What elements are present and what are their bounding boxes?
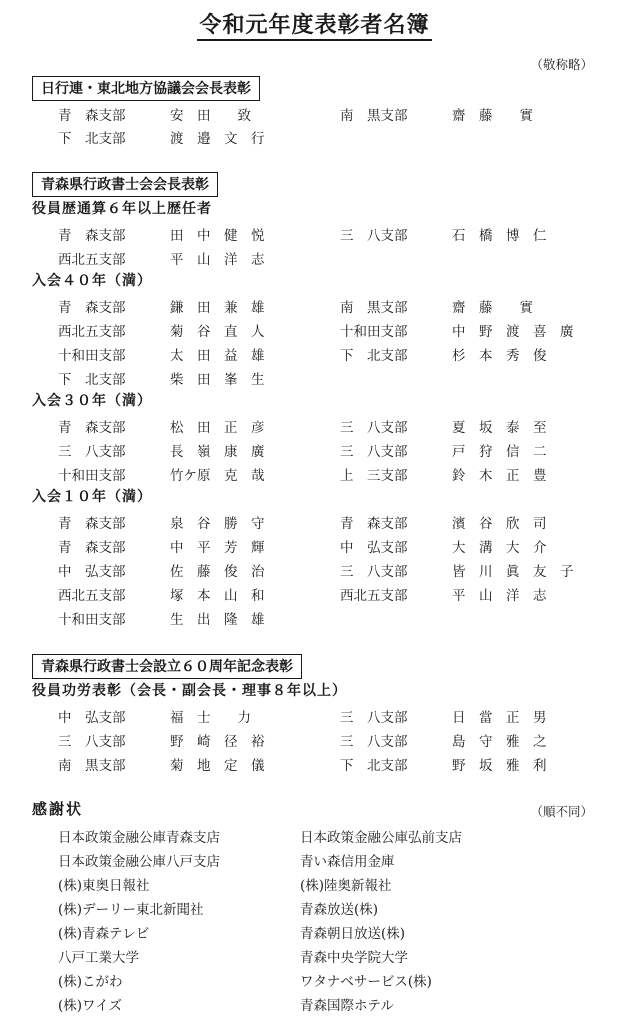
table-row	[0, 344, 629, 364]
person-name: 野 坂 雅 利	[452, 758, 547, 774]
branch-name: 三 八支部	[340, 228, 408, 244]
organization-name: (株)陸奥新報社	[300, 878, 392, 894]
list-item	[0, 898, 629, 918]
table-row	[0, 440, 629, 460]
person-name: 竹ケ原 克 哉	[170, 468, 265, 484]
person-name: 菊 谷 直 人	[170, 324, 265, 340]
table-row	[0, 416, 629, 436]
person-name: 鈴 木 正 豊	[452, 468, 547, 484]
person-name: 皆 川 眞 友 子	[452, 564, 574, 580]
person-name: 鎌 田 兼 雄	[170, 300, 265, 316]
organization-name: 青森放送(株)	[300, 902, 379, 918]
person-name: 塚 本 山 和	[170, 588, 265, 604]
branch-name: 三 八支部	[340, 420, 408, 436]
person-name: 福 士 力	[170, 710, 251, 726]
branch-name: 十和田支部	[58, 348, 126, 364]
group-heading: 役員功労表彰（会長・副会長・理事８年以上）	[32, 683, 347, 699]
branch-name: 三 八支部	[340, 444, 408, 460]
branch-name: 上 三支部	[340, 468, 408, 484]
section-label-president-award: 青森県行政書士会会長表彰	[32, 172, 218, 197]
person-name: 渡 邉 文 行	[170, 131, 265, 147]
branch-name: 三 八支部	[58, 734, 126, 750]
person-name: 夏 坂 泰 至	[452, 420, 547, 436]
branch-name: 西北五支部	[340, 588, 408, 604]
list-item	[0, 850, 629, 870]
person-name: 長 嶺 康 廣	[170, 444, 265, 460]
table-row	[0, 754, 629, 774]
person-name: 石 橋 博 仁	[452, 228, 547, 244]
person-name: 濱 谷 欣 司	[452, 516, 547, 532]
table-row	[0, 730, 629, 750]
organization-name: 八戸工業大学	[58, 950, 139, 966]
branch-name: 青 森支部	[58, 420, 126, 436]
person-name: 中 野 渡 喜 廣	[452, 324, 574, 340]
person-name: 島 守 雅 之	[452, 734, 547, 750]
organization-name: (株)こがわ	[58, 974, 123, 990]
honorific-note: （敬称略）	[530, 57, 593, 72]
organization-name: 日本政策金融公庫八戸支店	[58, 854, 220, 870]
branch-name: 青 森支部	[58, 300, 126, 316]
branch-name: 青 森支部	[58, 540, 126, 556]
organization-name: 青森朝日放送(株)	[300, 926, 406, 942]
organization-name: 日本政策金融公庫弘前支店	[300, 830, 462, 846]
organization-name: (株)青森テレビ	[58, 926, 150, 942]
thanks-heading: 感謝状	[32, 800, 84, 818]
list-item	[0, 994, 629, 1014]
list-item	[0, 826, 629, 846]
group-heading: 役員歴通算６年以上歴任者	[32, 201, 212, 217]
group-heading: 入会３０年（満）	[32, 393, 152, 409]
person-name: 日 當 正 男	[452, 710, 547, 726]
branch-name: 西北五支部	[58, 324, 126, 340]
person-name: 大 溝 大 介	[452, 540, 547, 556]
table-row	[0, 584, 629, 604]
group-heading: 入会１０年（満）	[32, 489, 152, 505]
person-name: 生 出 隆 雄	[170, 612, 265, 628]
branch-name: 中 弘支部	[340, 540, 408, 556]
person-name: 齋 藤 實	[452, 300, 533, 316]
table-row	[0, 224, 629, 244]
person-name: 柴 田 峯 生	[170, 372, 265, 388]
organization-name: (株)デーリー東北新聞社	[58, 902, 204, 918]
person-name: 安 田 致	[170, 108, 251, 124]
branch-name: 下 北支部	[58, 372, 126, 388]
branch-name: 三 八支部	[340, 710, 408, 726]
person-name: 中 平 芳 輝	[170, 540, 265, 556]
branch-name: 十和田支部	[58, 612, 126, 628]
group-heading: 入会４０年（満）	[32, 273, 152, 289]
table-row	[0, 706, 629, 726]
table-row	[0, 127, 629, 147]
section-label-60th-anniversary: 青森県行政書士会設立６０周年記念表彰	[32, 654, 302, 679]
branch-name: 三 八支部	[340, 734, 408, 750]
branch-name: 下 北支部	[58, 131, 126, 147]
list-item	[0, 946, 629, 966]
person-name: 平 山 洋 志	[170, 252, 265, 268]
table-row	[0, 560, 629, 580]
list-item	[0, 874, 629, 894]
page-title: 令和元年度表彰者名簿	[0, 8, 629, 39]
table-row	[0, 464, 629, 484]
person-name: 齋 藤 實	[452, 108, 533, 124]
branch-name: 西北五支部	[58, 252, 126, 268]
list-item	[0, 922, 629, 942]
branch-name: 南 黒支部	[58, 758, 126, 774]
branch-name: 青 森支部	[340, 516, 408, 532]
table-row	[0, 248, 629, 268]
branch-name: 三 八支部	[340, 564, 408, 580]
person-name: 杉 本 秀 俊	[452, 348, 547, 364]
person-name: 松 田 正 彦	[170, 420, 265, 436]
branch-name: 三 八支部	[58, 444, 126, 460]
person-name: 戸 狩 信 二	[452, 444, 547, 460]
person-name: 平 山 洋 志	[452, 588, 547, 604]
person-name: 菊 地 定 儀	[170, 758, 265, 774]
person-name: 佐 藤 俊 治	[170, 564, 265, 580]
branch-name: 青 森支部	[58, 228, 126, 244]
branch-name: 下 北支部	[340, 758, 408, 774]
table-row	[0, 608, 629, 628]
table-row	[0, 296, 629, 316]
person-name: 田 中 健 悦	[170, 228, 265, 244]
branch-name: 十和田支部	[340, 324, 408, 340]
branch-name: 青 森支部	[58, 108, 126, 124]
organization-name: 青森中央学院大学	[300, 950, 408, 966]
branch-name: 十和田支部	[58, 468, 126, 484]
organization-name: 日本政策金融公庫青森支店	[58, 830, 220, 846]
person-name: 野 崎 径 裕	[170, 734, 265, 750]
branch-name: 青 森支部	[58, 516, 126, 532]
branch-name: 南 黒支部	[340, 108, 408, 124]
person-name: 太 田 益 雄	[170, 348, 265, 364]
list-item	[0, 970, 629, 990]
table-row	[0, 368, 629, 388]
organization-name: (株)東奥日報社	[58, 878, 150, 894]
branch-name: 下 北支部	[340, 348, 408, 364]
section-label-nichigyoren: 日行連・東北地方協議会会長表彰	[32, 76, 260, 101]
organization-name: 青森国際ホテル	[300, 998, 394, 1014]
person-name: 泉 谷 勝 守	[170, 516, 265, 532]
branch-name: 西北五支部	[58, 588, 126, 604]
organization-name: (株)ワイズ	[58, 998, 122, 1014]
organization-name: ワタナベサービス(株)	[300, 974, 432, 990]
branch-name: 南 黒支部	[340, 300, 408, 316]
order-note: （順不同）	[530, 804, 593, 819]
table-row	[0, 512, 629, 532]
organization-name: 青い森信用金庫	[300, 854, 395, 870]
table-row	[0, 320, 629, 340]
branch-name: 中 弘支部	[58, 564, 126, 580]
table-row	[0, 536, 629, 556]
table-row	[0, 104, 629, 124]
branch-name: 中 弘支部	[58, 710, 126, 726]
